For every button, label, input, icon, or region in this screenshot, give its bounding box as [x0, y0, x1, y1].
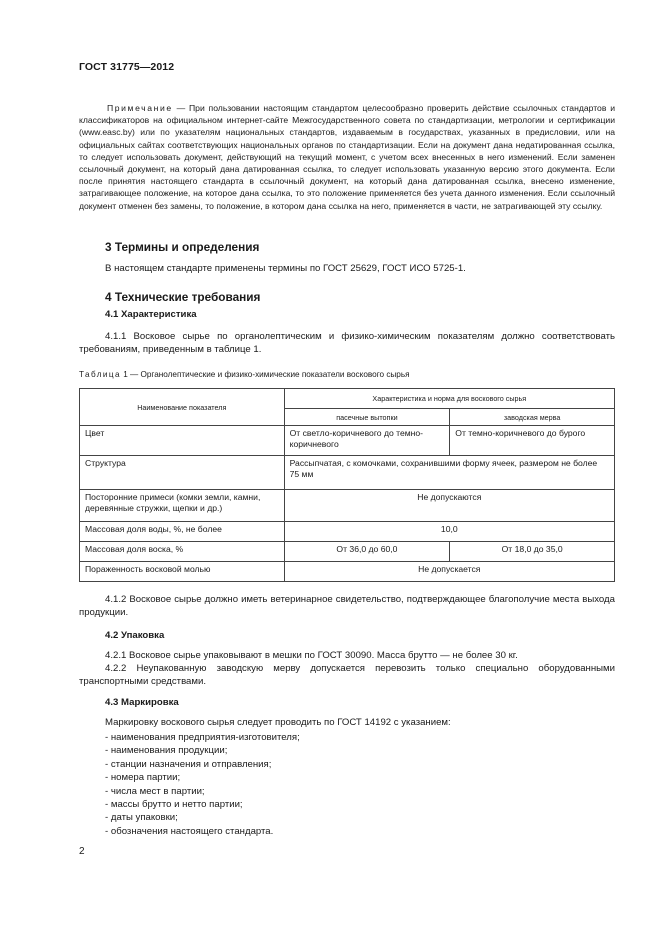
list-item: - даты упаковки;: [105, 812, 178, 824]
table-caption: [79, 370, 410, 379]
list-item: - станции назначения и отправления;: [105, 758, 272, 770]
subsection-4-2-heading: 4.2 Упаковка: [105, 630, 165, 641]
list-item: - массы брутто и нетто партии;: [105, 799, 243, 811]
table-row: [80, 562, 615, 582]
table-row: [80, 522, 615, 542]
table-cell-ab: Не допускается: [284, 562, 614, 582]
table-cell-name: Массовая доля воды, %, не более: [80, 522, 285, 542]
table-cell-b: От 18,0 до 35,0: [450, 542, 615, 562]
subsection-4-1-heading: 4.1 Характеристика: [105, 309, 197, 320]
note-text: — При пользовании настоящим стандартом целесообразно проверить действие ссылочных стандартов и классификаторов на официальном интернет-сайте Межгосударственного совета по стандартизации, метрологии и сертификации (www.easc.by) или по указателям национальных стандартов, издаваемым в государствах, указанных в предисловии, или на официальных сайтах соответствующих национальных органов по стандартизации. Если на документ дана недатированная ссылка, то следует использовать документ, действующий на текущий момент, с учетом всех внесенных в него изменений. Если заменен ссылочный документ, на который дана датированная ссылка, то следует использовать указанную версию этого документа. Если после принятия настоящего стандарта в ссылочный документ, на который дана датированная ссылка, внесено изменение, затрагивающее положение, на которое дана ссылка, то это положение применяется без учета данного изменения. Если ссылочный документ отменен без замены, то положение, в котором дана ссылка на него, применяется в части, не затрагивающей эту ссылку.: [79, 103, 616, 211]
note-label: Примечание: [107, 103, 173, 113]
document-header: ГОСТ 31775—2012: [79, 61, 175, 73]
paragraph-4-2-1: 4.2.1 Восковое сырье упаковывают в мешки по ГОСТ 30090. Масса брутто — не более 30 кг.: [105, 650, 518, 661]
paragraph-4-2-2: 4.2.2 Неупакованную заводскую мерву допускается перевозить только специально оборудованными транспортными средствами.: [79, 663, 615, 687]
table-header-col-a: пасечные вытопки: [284, 409, 450, 426]
section-4-heading: 4 Технические требования: [105, 290, 261, 304]
table-caption-text: 1 — Органолептические и физико-химические показатели воскового сырья: [123, 370, 410, 379]
table-cell-name: Массовая доля воска, %: [80, 542, 285, 562]
subsection-4-3-heading: 4.3 Маркировка: [105, 697, 179, 708]
note-paragraph: [79, 102, 615, 212]
paragraph-4-1-2: 4.1.2 Восковое сырье должно иметь ветеринарное свидетельство, подтверждающее благополучие места выхода продукции.: [79, 594, 615, 618]
table-cell-name: Посторонние примеси (комки земли, камни, деревянные стружки, щепки и др.): [80, 490, 285, 522]
paragraph-4-3: Маркировку воскового сырья следует проводить по ГОСТ 14192 с указанием:: [105, 717, 451, 728]
list-item: - наименования предприятия-изготовителя;: [105, 732, 300, 743]
table-caption-label: Таблица: [79, 370, 121, 379]
table-row: [80, 490, 615, 522]
table-cell-name: Пораженность восковой молью: [80, 562, 285, 582]
page-number: 2: [79, 846, 85, 857]
table-cell-ab: 10,0: [284, 522, 614, 542]
table-cell-b: От темно-коричневого до бурого: [450, 426, 615, 456]
table-cell-name: Цвет: [80, 426, 285, 456]
table-row: [80, 426, 615, 456]
table-cell-name: Структура: [80, 456, 285, 490]
list-item: - обозначения настоящего стандарта.: [105, 825, 274, 837]
table-cell-a: От светло-коричневого до темно-коричневого: [284, 426, 450, 456]
section-3-heading: 3 Термины и определения: [105, 240, 260, 254]
table-cell-ab: Не допускаются: [284, 490, 614, 522]
list-item: - числа мест в партии;: [105, 785, 205, 797]
table-cell-ab: Рассыпчатая, с комочками, сохранившими форму ячеек, размером не более 75 мм: [284, 456, 614, 490]
table-header-col-b: заводская мерва: [450, 409, 615, 426]
requirements-table: [79, 388, 615, 582]
list-item: - наименования продукции;: [105, 745, 228, 757]
table-header-group: Характеристика и норма для воскового сырья: [284, 389, 614, 409]
list-item: - номера партии;: [105, 772, 181, 784]
table-cell-a: От 36,0 до 60,0: [284, 542, 450, 562]
table-header-name: Наименование показателя: [80, 389, 285, 426]
paragraph-4-1-1: 4.1.1 Восковое сырье по органолептическим и физико-химическим показателям должно соответствовать требованиям, приведенным в таблице 1.: [79, 331, 615, 355]
table-row: [80, 542, 615, 562]
table-row: [80, 456, 615, 490]
marking-list: [105, 731, 300, 838]
section-3-text: В настоящем стандарте применены термины по ГОСТ 25629, ГОСТ ИСО 5725-1.: [105, 263, 466, 274]
